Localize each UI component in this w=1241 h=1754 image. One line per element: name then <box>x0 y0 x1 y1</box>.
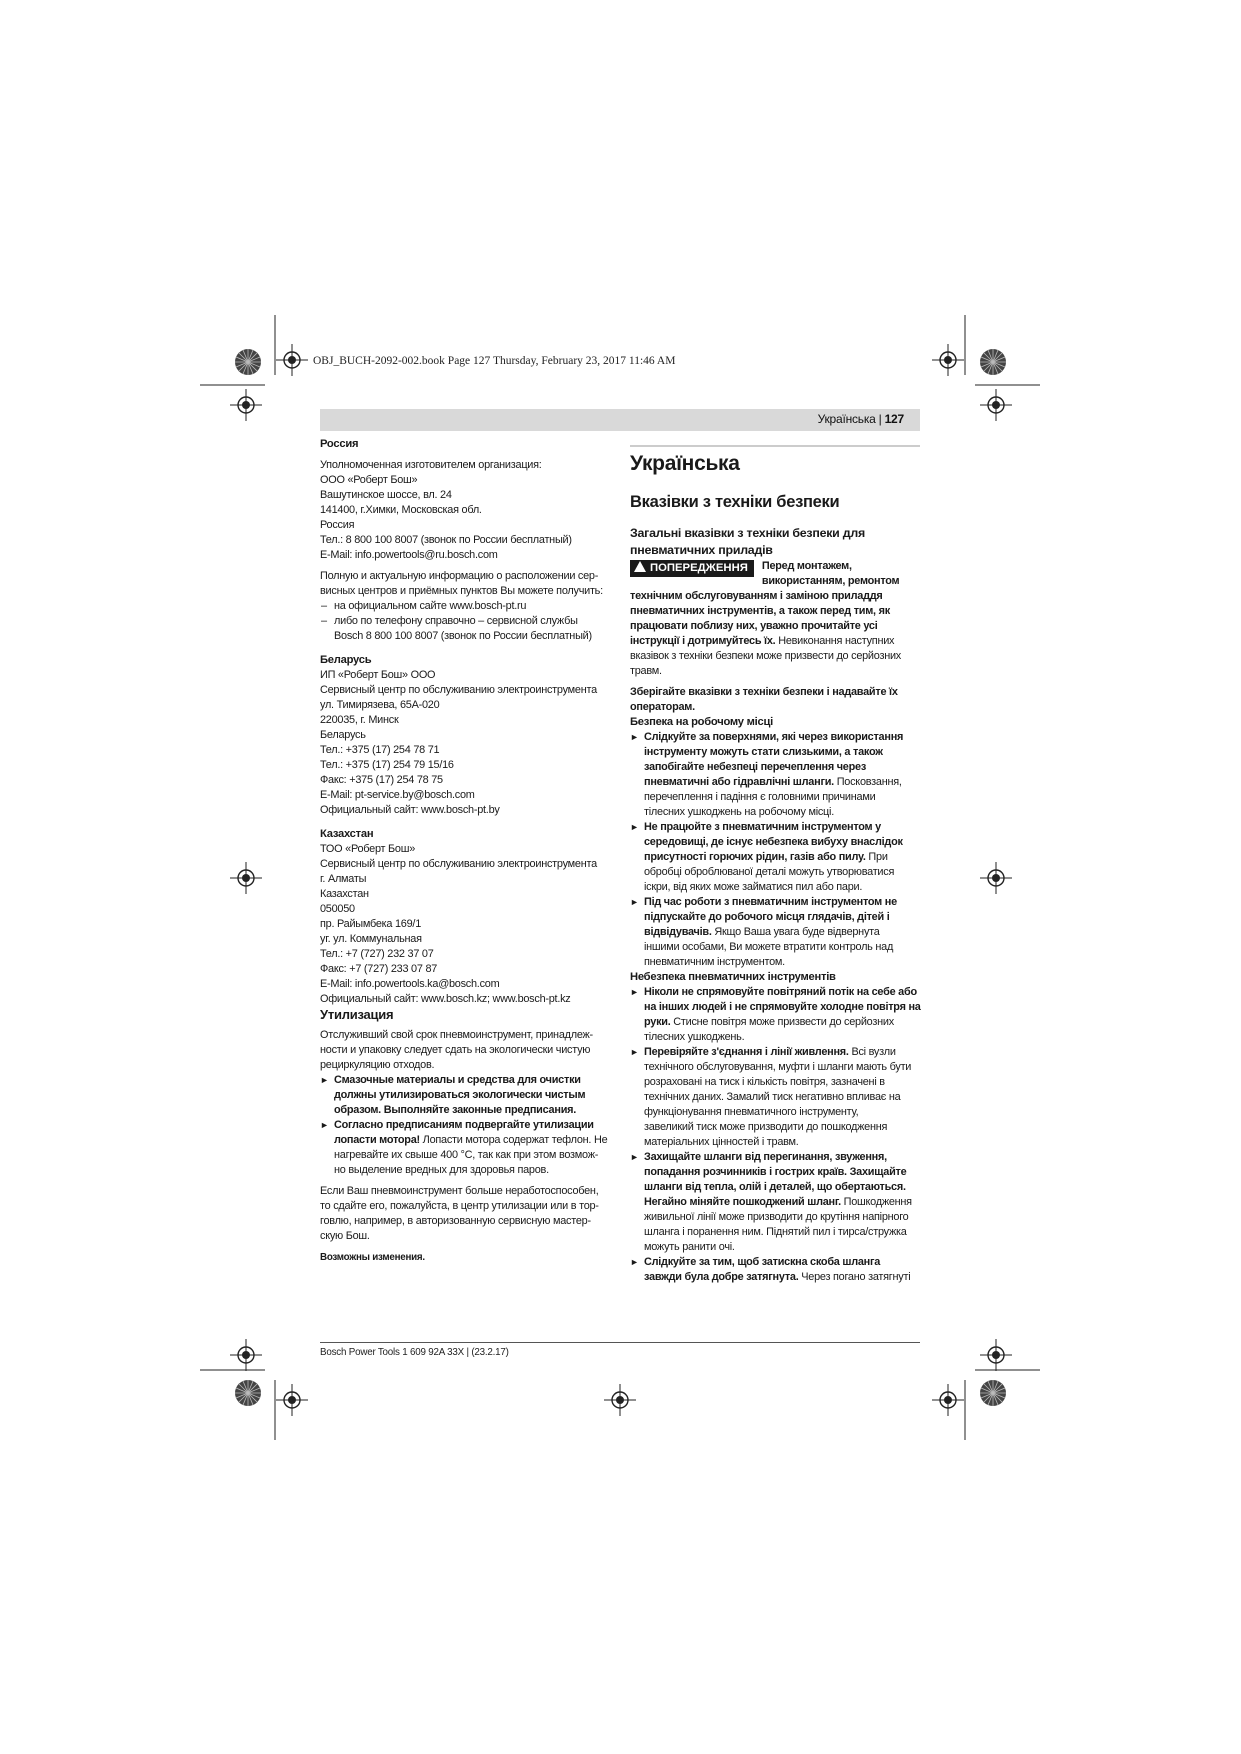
keep-text: операторам. <box>630 701 695 713</box>
bullet-arrow-icon: ► <box>630 1152 639 1162</box>
right-column <box>630 437 930 1285</box>
bullet-text: При <box>865 851 888 863</box>
bullet-text: пневматичним інструментом. <box>644 956 785 968</box>
address-line: 141400, г.Химки, Московская обл. <box>320 504 482 516</box>
address-line: Вашутинское шоссе, вл. 24 <box>320 489 452 501</box>
bullet-text: Перевіряйте з'єднання і лінії живлення. <box>644 1046 849 1058</box>
warning-text: Невиконання наступних <box>775 635 895 647</box>
book-info-line: OBJ_BUCH-2092-002.book Page 127 Thursday, February 23, 2017 11:46 AM <box>313 355 676 367</box>
bullet-item <box>630 1045 930 1150</box>
dash-text: Bosch 8 800 100 8007 (звонок по России бесплатный) <box>334 630 592 642</box>
bullet-text: Смазочные материалы и средства для очистки <box>334 1074 581 1086</box>
bullet-text: Захищайте шланги від перегинання, звуження, <box>644 1151 887 1163</box>
bullet-text: но выделение вредных для здоровья паров. <box>334 1164 549 1176</box>
bullet-text: нагревайте их свыше 400 °C, так как при этом возмож- <box>334 1149 599 1161</box>
bullet-text: перечеплення і падіння є головними причинами <box>644 791 876 803</box>
bullet-text: Не працюйте з пневматичним інструментом у <box>644 821 881 833</box>
keep-instructions <box>630 685 930 715</box>
bullet-text: шланги від тепла, олій і деталей, що обертаються. <box>644 1181 906 1193</box>
bullet-text: Слідкуйте за тим, щоб затискна скоба шланга <box>644 1256 881 1268</box>
bullet-text: обробці оброблюваної деталі можуть утворюватися <box>644 866 895 878</box>
disposal-intro <box>320 1028 608 1073</box>
info-line: Полную и актуальную информацию о расположении сер- <box>320 570 599 582</box>
address-line: ул. Тимирязева, 65А-020 <box>320 699 440 711</box>
bullet-text: Через погано затягнуті <box>798 1271 911 1283</box>
address-line: Официальный сайт: www.bosch.kz; www.bosch-pt.kz <box>320 993 571 1005</box>
dash-text: либо по телефону справочно – сервисной службы <box>334 615 578 627</box>
address-line: Сервисный центр по обслуживанию электроинструмента <box>320 684 597 696</box>
address-line: Сервисный центр по обслуживанию электроинструмента <box>320 858 597 870</box>
bullet-text: матеріальних цінностей і травм. <box>644 1136 799 1148</box>
bullet-text: завеликий тиск може призводити до пошкодження <box>644 1121 888 1133</box>
dash-symbol: – <box>321 615 327 627</box>
address-line: г. Алматы <box>320 873 367 885</box>
bullet-item <box>320 1118 608 1178</box>
bullet-text: Слідкуйте за поверхнями, які через використання <box>644 731 904 743</box>
address-line: Тел.: +375 (17) 254 79 15/16 <box>320 759 454 771</box>
warning-block <box>630 559 930 679</box>
warning-triangle-icon <box>634 561 646 572</box>
address-line: Уполномоченная изготовителем организация: <box>320 459 542 471</box>
address-line: Тел.: +375 (17) 254 78 71 <box>320 744 440 756</box>
disposal-outro <box>320 1184 608 1244</box>
bullet-text: інструменту можуть стати слизькими, а також <box>644 746 883 758</box>
bullet-text: должны утилизироваться экологически чистым <box>334 1089 586 1101</box>
warning-text: інструкції і дотримуйтесь їх. <box>630 635 776 647</box>
address-line: ТОО «Роберт Бош» <box>320 843 416 855</box>
bullet-text: Якщо Ваша увага буде відвернута <box>711 926 880 938</box>
bullet-arrow-icon: ► <box>630 897 639 907</box>
bullet-text: присутності горючих рідин, газів або пилу. <box>644 851 866 863</box>
page-header-text <box>818 412 904 426</box>
paragraph-line: рециркуляцию отходов. <box>320 1059 435 1071</box>
bullet-text: живильної лінії може призводити до крутіння напірного <box>644 1211 909 1223</box>
changes-note: Возможны изменения. <box>320 1252 425 1263</box>
bullet-text: Пошкодження <box>840 1196 912 1208</box>
bullet-text: розраховані на тиск і кількість повітря, зазначені в <box>644 1076 885 1088</box>
bullet-text: технічних даних. Замалий тиск негативно впливає на <box>644 1091 901 1103</box>
bullet-item <box>630 1255 930 1285</box>
sub-title <box>630 525 930 559</box>
header-language: Українська <box>817 412 876 426</box>
bullet-text: іскри, від яких може займатися пил або пари. <box>644 881 863 893</box>
warning-text: працювати поблизу них, уважно прочитайте усі <box>630 620 878 632</box>
warning-label-text: ПОПЕРЕДЖЕННЯ <box>650 562 748 574</box>
kazakhstan-address <box>320 842 608 1007</box>
bullet-arrow-icon: ► <box>630 732 639 742</box>
bullet-text: образом. Выполняйте законные предписания. <box>334 1104 577 1116</box>
bullet-arrow-icon: ► <box>630 987 639 997</box>
dash-text: на официальном сайте www.bosch-pt.ru <box>334 600 527 612</box>
bullet-text: середовищі, де існує небезпека вибуху внаслідок <box>644 836 903 848</box>
bullet-text: підпускайте до робочого місця глядачів, дітей і <box>644 911 890 923</box>
russia-address <box>320 458 608 563</box>
dash-symbol: – <box>321 600 327 612</box>
bullet-item <box>630 985 930 1045</box>
heading-belarus: Беларусь <box>320 654 372 666</box>
warning-text: використанням, ремонтом <box>761 575 900 587</box>
section-title: Вказівки з техніки безпеки <box>630 493 840 511</box>
bullet-arrow-icon: ► <box>320 1075 329 1085</box>
address-line: 050050 <box>320 903 355 915</box>
heading-workplace: Безпека на робочому місці <box>630 716 773 728</box>
header-separator: | <box>878 412 882 426</box>
bullet-text: Лопасти мотора содержат тефлон. Не <box>419 1134 608 1146</box>
warning-label <box>630 560 754 577</box>
bullet-arrow-icon: ► <box>320 1120 329 1130</box>
bullet-text: технічного обслуговування, муфти і шланги мають бути <box>644 1061 912 1073</box>
page-footer: Bosch Power Tools 1 609 92A 33X | (23.2.17) <box>320 1347 509 1358</box>
bullet-text: Стисне повітря може призвести до серйозних <box>670 1016 894 1028</box>
belarus-address <box>320 668 608 818</box>
left-column <box>320 437 608 1265</box>
bullet-text: Ніколи не спрямовуйте повітряний потік на себе або <box>644 986 917 998</box>
bullet-item <box>630 1150 930 1255</box>
address-line: ООО «Роберт Бош» <box>320 474 418 486</box>
bullet-text: тілесних ушкоджень на робочому місці. <box>644 806 834 818</box>
address-line: E-Mail: info.powertools.ka@bosch.com <box>320 978 500 990</box>
bullet-arrow-icon: ► <box>630 1047 639 1057</box>
heading-russia: Россия <box>320 438 359 450</box>
paragraph-line: скую Бош. <box>320 1230 370 1242</box>
address-line: Россия <box>320 519 355 531</box>
bullet-text: Согласно предписаниям подвергайте утилизации <box>334 1119 594 1131</box>
bullet-text: відвідувачів. <box>644 926 712 938</box>
bullet-text: іншими особами, Ви можете втратити контроль над <box>644 941 894 953</box>
bullet-item <box>630 820 930 895</box>
keep-text: Зберігайте вказівки з техніки безпеки і надавайте їх <box>630 686 898 698</box>
address-line: Казахстан <box>320 888 369 900</box>
bullet-arrow-icon: ► <box>630 822 639 832</box>
bullet-text: Негайно міняйте пошкоджений шланг. <box>644 1196 841 1208</box>
bullet-text: попадання розчинників і гострих країв. Захищайте <box>644 1166 907 1178</box>
heading-pneumatic: Небезпека пневматичних інструментів <box>630 971 836 983</box>
address-line: ИП «Роберт Бош» ООО <box>320 669 436 681</box>
bullet-text: тілесних ушкоджень. <box>644 1031 745 1043</box>
address-line: Факс: +375 (17) 254 78 75 <box>320 774 443 786</box>
paragraph-line: то сдайте его, пожалуйста, в центр утилизации или в тор- <box>320 1200 599 1212</box>
warning-text: вказівок з техніки безпеки може призвести до серйозних <box>630 650 901 662</box>
sub-title-line: Загальні вказівки з техніки безпеки для <box>630 526 865 540</box>
address-line: Беларусь <box>320 729 366 741</box>
bullet-text: завжди була добре затягнута. <box>644 1271 799 1283</box>
warning-text: Перед монтажем, <box>761 560 852 572</box>
bullet-text: лопасти мотора! <box>334 1134 420 1146</box>
warning-text: травм. <box>630 665 662 677</box>
paragraph-line: говлю, например, в авторизованную сервисную мастер- <box>320 1215 591 1227</box>
page-header-bar <box>320 409 920 431</box>
paragraph-line: Если Ваш пневмоинструмент больше неработоспособен, <box>320 1185 599 1197</box>
bullet-text: пневматичні або гідравлічні шланги. <box>644 776 834 788</box>
address-line: Тел.: 8 800 100 8007 (звонок по России бесплатный) <box>320 534 572 546</box>
heading-kazakhstan: Казахстан <box>320 828 374 840</box>
footer-rule <box>320 1342 920 1343</box>
bullet-text: Всі вузли <box>848 1046 896 1058</box>
address-line: пр. Райымбека 169/1 <box>320 918 422 930</box>
bullet-arrow-icon: ► <box>630 1257 639 1267</box>
bullet-text: функціонування пневматичного інструменту, <box>644 1106 859 1118</box>
info-line: висных центров и приёмных пунктов Вы можете получить: <box>320 585 603 597</box>
bullet-text: руки. <box>644 1016 671 1028</box>
address-line: Тел.: +7 (727) 232 37 07 <box>320 948 434 960</box>
section-divider <box>630 445 920 447</box>
bullet-text: Посковзання, <box>833 776 902 788</box>
address-line: E-Mail: info.powertools@ru.bosch.com <box>320 549 498 561</box>
address-line: E-Mail: pt-service.by@bosch.com <box>320 789 475 801</box>
address-line: Факс: +7 (727) 233 07 87 <box>320 963 438 975</box>
sub-title-line: пневматичних приладів <box>630 543 773 557</box>
dash-list-item <box>320 614 608 644</box>
bullet-item <box>630 895 930 970</box>
bullet-item <box>320 1073 608 1118</box>
address-line: уг. ул. Коммунальная <box>320 933 422 945</box>
bullet-text: можуть ранити очі. <box>644 1241 735 1253</box>
warning-text: пневматичних інструментів, а також перед тим, як <box>630 605 890 617</box>
heading-disposal: Утилизация <box>320 1007 394 1022</box>
bullet-text: на інших людей і не спрямовуйте холодне повітря на <box>644 1001 921 1013</box>
bullet-item <box>630 730 930 820</box>
warning-text: технічним обслуговуванням і заміною приладдя <box>630 590 883 602</box>
bullet-text: Під час роботи з пневматичним інструментом не <box>644 896 897 908</box>
bullet-text: шланга і поранення ним. Піднятий пил і тирса/стружка <box>644 1226 907 1238</box>
paragraph-line: Отслуживший свой срок пневмоинструмент, принадлеж- <box>320 1029 593 1041</box>
paragraph-line: ности и упаковку следует сдать на экологически чистую <box>320 1044 591 1056</box>
address-line: Официальный сайт: www.bosch-pt.by <box>320 804 500 816</box>
page-number: 127 <box>884 412 904 426</box>
address-line: 220035, г. Минск <box>320 714 399 726</box>
russia-info <box>320 569 608 599</box>
language-title: Українська <box>630 452 740 475</box>
dash-list-item <box>320 599 608 614</box>
bullet-text: запобігайте небезпеці перечеплення через <box>644 761 866 773</box>
